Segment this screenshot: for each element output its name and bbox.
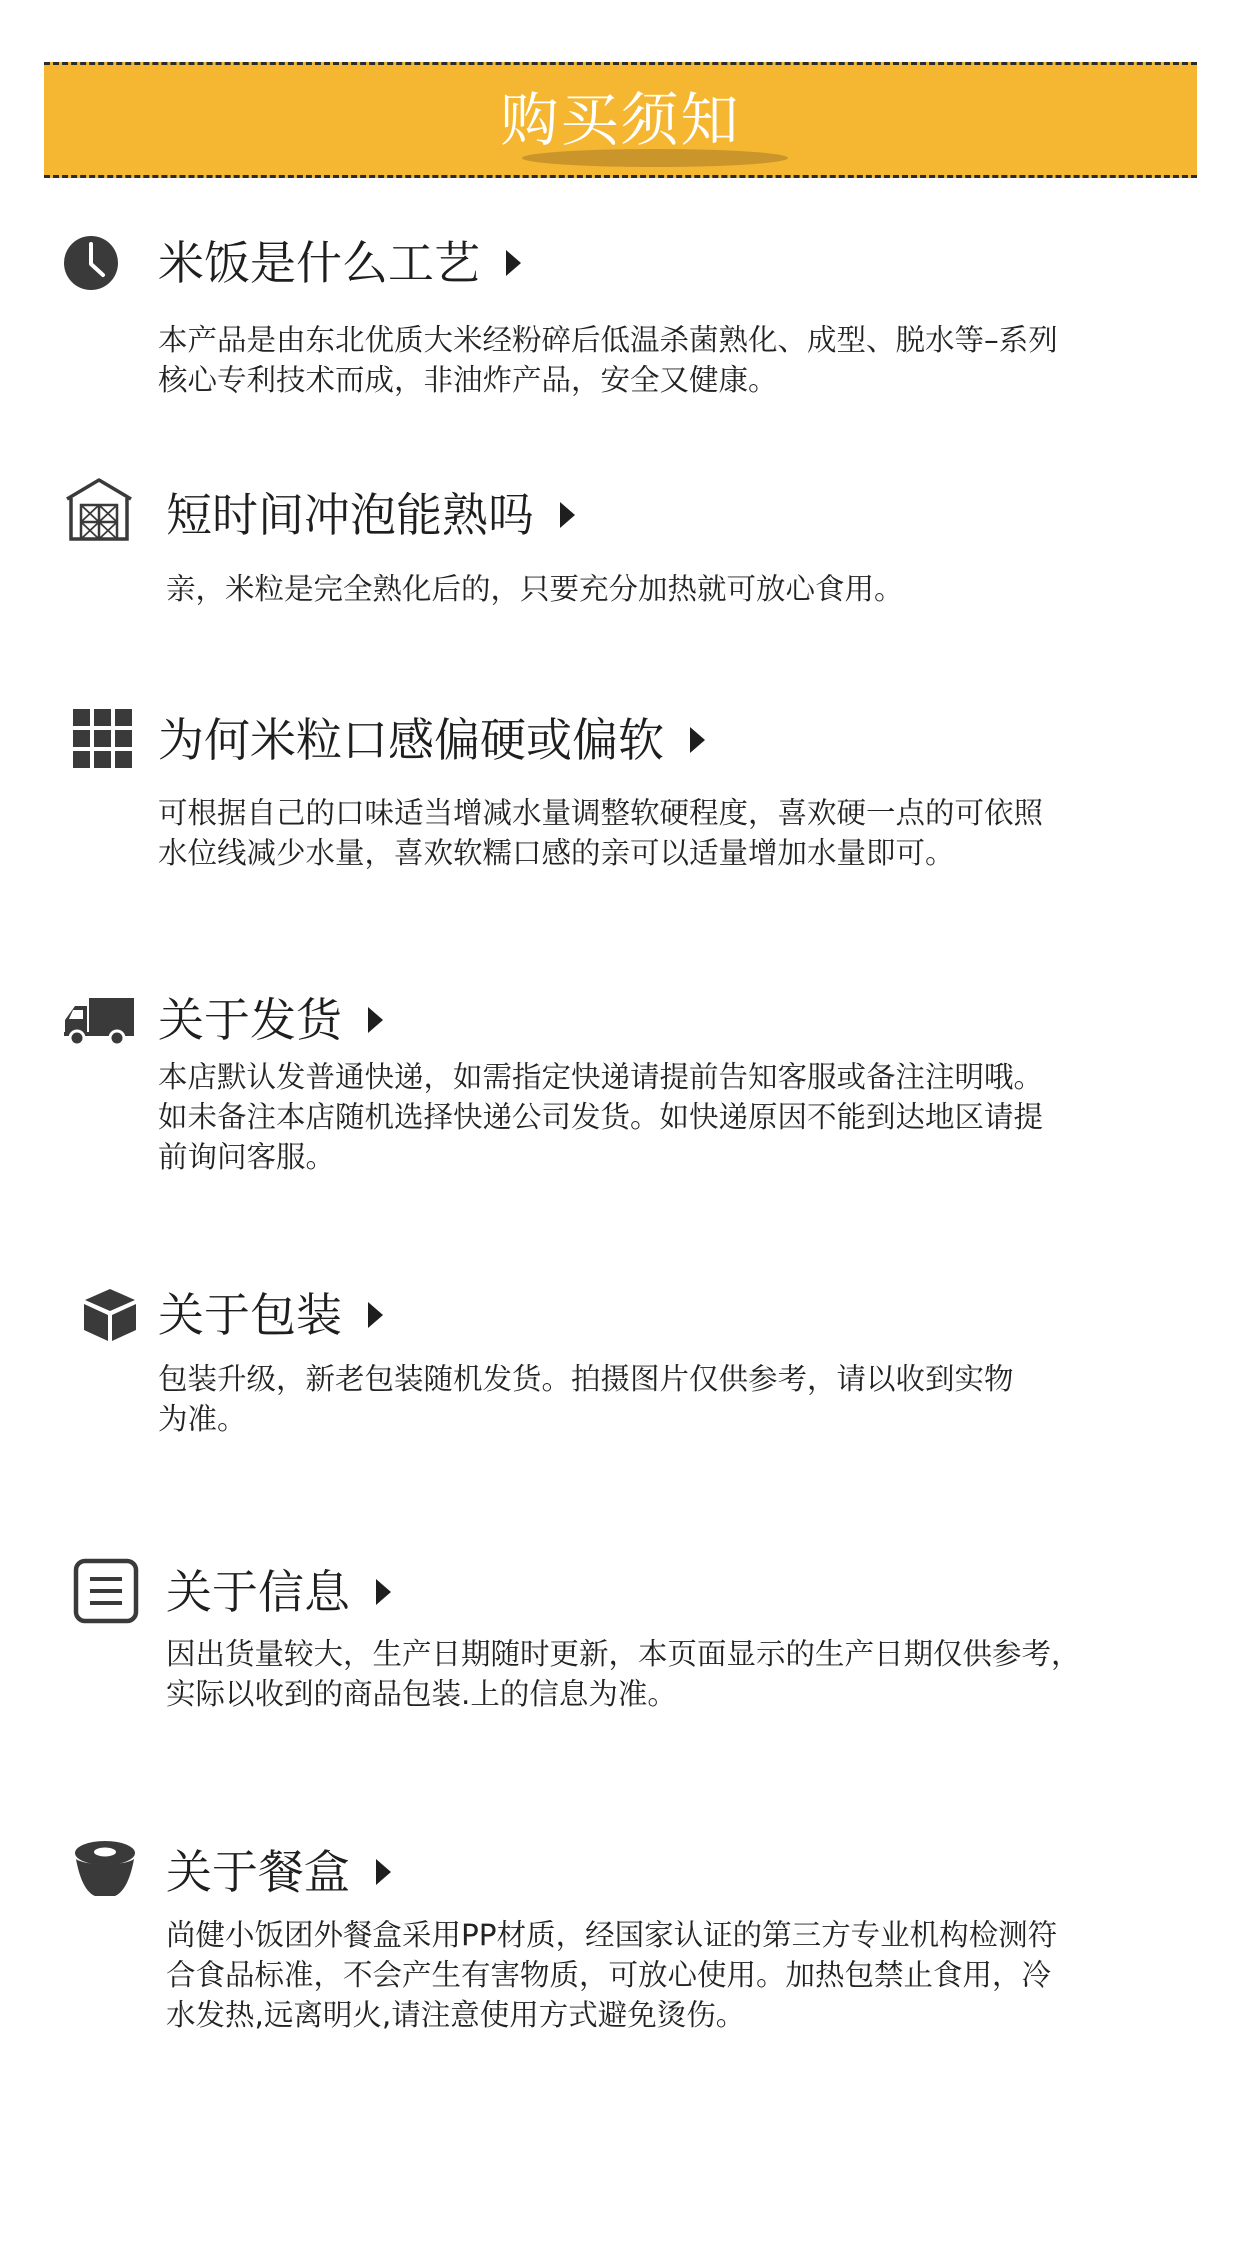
section-header[interactable] [158,992,383,1048]
section-body [158,793,1241,873]
faq-section-shipping [0,985,1241,1205]
section-body [158,320,1241,400]
section-body [166,1915,1241,2035]
body-line: 核心专利技术而成，非油炸产品，安全又健康。 [158,363,778,397]
caret-right-icon [690,727,705,753]
document-icon [73,1558,139,1624]
caret-right-icon [560,502,575,528]
faq-section-process [0,225,1241,405]
section-title: 为何米粒口感偏硬或偏软 [158,713,664,767]
bowl-icon [73,1840,137,1900]
body-line: 水位线减少水量，喜欢软糯口感的亲可以适量增加水量即可。 [158,836,955,870]
header-banner [44,62,1197,178]
section-title: 关于包装 [158,1288,342,1342]
section-title: 关于餐盒 [166,1845,350,1899]
truck-icon [64,998,134,1046]
section-header[interactable] [158,235,521,291]
section-body [166,1634,1241,1714]
body-line: 合食品标准，不会产生有害物质，可放心使用。加热包禁止食用，冷 [166,1958,1052,1992]
body-line: 因出货量较大，生产日期随时更新，本页面显示的生产日期仅供参考， [166,1637,1081,1671]
faq-section-brewing [0,475,1241,635]
section-header[interactable] [166,487,575,543]
body-line: 本店默认发普通快递，如需指定快递请提前告知客服或备注注明哦。 [158,1060,1044,1094]
section-title: 关于信息 [166,1565,350,1619]
faq-section-information [0,1550,1241,1740]
faq-section-packaging [0,1275,1241,1455]
box-icon [82,1287,138,1343]
section-header[interactable] [158,1287,383,1343]
grid-icon [73,709,133,769]
section-title: 米饭是什么工艺 [158,236,480,290]
section-header[interactable] [166,1844,391,1900]
body-line: 实际以收到的商品包装.上的信息为准。 [166,1677,677,1711]
page-title: 购买须知 [500,86,741,154]
body-line: 可根据自己的口味适当增减水量调整软硬程度，喜欢硬一点的可依照 [158,796,1044,830]
body-line: 水发热,远离明火,请注意使用方式避免烫伤。 [166,1998,746,2032]
section-title: 短时间冲泡能熟吗 [166,488,534,542]
faq-section-meal-box [0,1825,1241,2065]
section-body [158,1359,1241,1439]
section-title: 关于发货 [158,993,342,1047]
section-body [158,1057,1241,1177]
clock-icon [63,235,119,291]
caret-right-icon [368,1302,383,1328]
warehouse-icon [64,477,134,543]
section-header[interactable] [158,712,705,768]
body-line: 为准。 [158,1402,247,1436]
body-line: 亲，米粒是完全熟化后的，只要充分加热就可放心食用。 [166,572,904,606]
body-line: 本产品是由东北优质大米经粉碎后低温杀菌熟化、成型、脱水等–系列 [158,323,1058,357]
section-header[interactable] [166,1564,391,1620]
body-line: 尚健小饭团外餐盒采用PP材质，经国家认证的第三方专业机构检测符 [166,1918,1058,1952]
body-line: 如未备注本店随机选择快递公司发货。如快递原因不能到达地区请提 [158,1100,1044,1134]
body-line: 前询问客服。 [158,1140,336,1174]
faq-section-texture [0,700,1241,900]
section-body [166,569,1241,609]
caret-right-icon [506,250,521,276]
caret-right-icon [376,1859,391,1885]
caret-right-icon [368,1007,383,1033]
caret-right-icon [376,1579,391,1605]
body-line: 包装升级，新老包装随机发货。拍摄图片仅供参考，请以收到实物 [158,1362,1014,1396]
